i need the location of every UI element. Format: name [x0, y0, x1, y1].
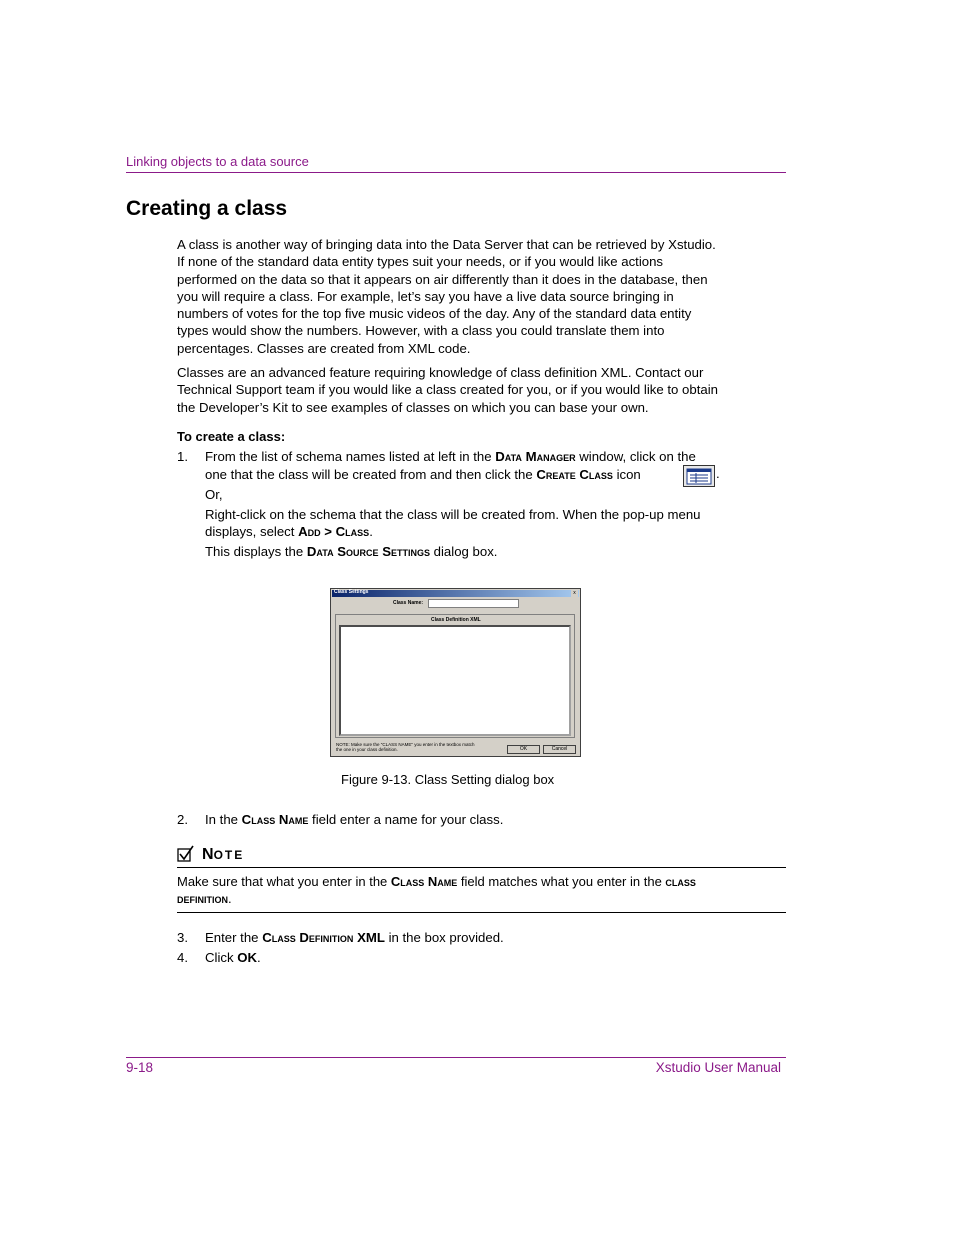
text: in the box provided. — [384, 930, 504, 945]
text: window, click on the — [575, 449, 696, 464]
text-line: numbers of votes for the top five music videos of the day. Any of the standard data entity — [177, 306, 692, 322]
note-line: NOTE: Make sure the "CLASS NAME" you enter in the textbox match — [336, 742, 475, 747]
step3-text — [205, 929, 504, 947]
note-bottom-rule — [177, 912, 786, 913]
ok-button[interactable]: OK — [507, 745, 540, 754]
procedure-heading: To create a class: — [177, 429, 286, 444]
note-body — [177, 873, 747, 907]
step1-or: Or, — [205, 487, 223, 502]
text: field matches what you enter in the — [457, 874, 666, 889]
note-label — [202, 846, 244, 864]
note-line — [177, 890, 747, 907]
note-text — [336, 742, 475, 752]
text: . — [716, 466, 720, 481]
text-line: A class is another way of bringing data into the Data Server that can be retrieved by Xstudio. — [177, 237, 716, 252]
text: Enter the — [205, 930, 263, 945]
note-line — [177, 873, 747, 890]
text: From the list of schema names listed at left in the — [205, 449, 496, 464]
ui-term: class — [665, 874, 696, 889]
close-icon[interactable]: x — [571, 590, 578, 597]
text-line: Classes are an advanced feature requiring knowledge of class definition XML. Contact our — [177, 365, 704, 380]
ui-term: OK — [237, 950, 258, 965]
text: field enter a name for your class. — [308, 812, 504, 827]
step-number: 1. — [177, 449, 188, 464]
page-number: 9-18 — [126, 1060, 154, 1075]
checkbox-check-icon — [177, 845, 195, 863]
class-settings-dialog — [330, 588, 581, 757]
note-top-rule — [177, 867, 786, 868]
text: one that the class will be created from and then click the — [205, 467, 537, 482]
dialog-title-bar — [332, 590, 579, 597]
text: . — [228, 891, 232, 906]
page-title: Creating a class — [126, 197, 288, 220]
ui-term: XML — [353, 930, 385, 945]
create-class-icon — [683, 465, 715, 487]
manual-title: Xstudio User Manual — [655, 1060, 781, 1075]
cancel-button[interactable]: Cancel — [543, 745, 576, 754]
note-line: the one in your class definition. — [336, 747, 398, 752]
step4-text — [205, 949, 261, 967]
ui-term: Class Definition — [262, 930, 354, 945]
text-line: the Developer’s Kit to see examples of classes on which you can base your own. — [177, 399, 649, 415]
running-header: Linking objects to a data source — [126, 154, 309, 169]
definition-textarea[interactable] — [339, 625, 571, 736]
text-line: If none of the standard data entity types suit your needs, or if you would like actions — [177, 254, 664, 270]
text: Make sure that what you enter in the — [177, 874, 391, 889]
text: dialog box. — [430, 544, 498, 559]
text-line: you will require a class. For example, let’s say you have a live data source bringing in — [177, 288, 674, 304]
footer-rule — [126, 1057, 786, 1058]
ui-term: Add > Class — [298, 524, 370, 539]
ui-term: Data Manager — [495, 449, 576, 464]
definition-label: Class Definition XML — [431, 617, 481, 623]
step-number: 2. — [177, 812, 188, 827]
ui-term: Create Class — [536, 467, 613, 482]
note-label-rest: OTE — [213, 848, 245, 862]
text: In the — [205, 812, 242, 827]
ui-term: definition — [177, 891, 228, 906]
intro-paragraph — [177, 236, 747, 357]
class-name-label: Class Name: — [393, 600, 424, 606]
step1-line5 — [205, 543, 497, 561]
advanced-paragraph — [177, 364, 747, 416]
text-line: types would show the numbers. However, with a class you could translate them into — [177, 323, 665, 339]
step1-line3: Right-click on the schema that the class will be created from. When the pop-up menu — [205, 507, 701, 522]
step2-text — [205, 811, 503, 829]
figure-caption: Figure 9-13. Class Setting dialog box — [341, 772, 555, 787]
ui-term: Class Name — [390, 874, 458, 889]
text-line: percentages. Classes are created from XML code. — [177, 340, 471, 356]
text-line: Technical Support team if you would like a class created for you, or if you would like to obtain — [177, 382, 718, 398]
text: . — [369, 524, 373, 539]
note-label-first: N — [202, 846, 214, 863]
ui-term: Data Source Settings — [306, 544, 430, 559]
step1-line4 — [205, 523, 373, 541]
text: icon — [612, 467, 641, 482]
ui-term: Class Name — [241, 812, 309, 827]
class-name-input[interactable] — [428, 599, 519, 608]
dialog-title: Class Settings — [334, 589, 369, 595]
step1-line2 — [205, 466, 641, 484]
text-line: performed on the data so that it appears on air differently than it does in the database, then — [177, 271, 708, 287]
text: displays, select — [205, 524, 299, 539]
definition-group — [335, 614, 575, 738]
text: This displays the — [205, 544, 307, 559]
step-number: 4. — [177, 950, 188, 965]
text: Click — [205, 950, 238, 965]
step-number: 3. — [177, 930, 188, 945]
text: . — [257, 950, 261, 965]
header-rule — [126, 172, 786, 173]
step1-line1 — [205, 448, 696, 466]
